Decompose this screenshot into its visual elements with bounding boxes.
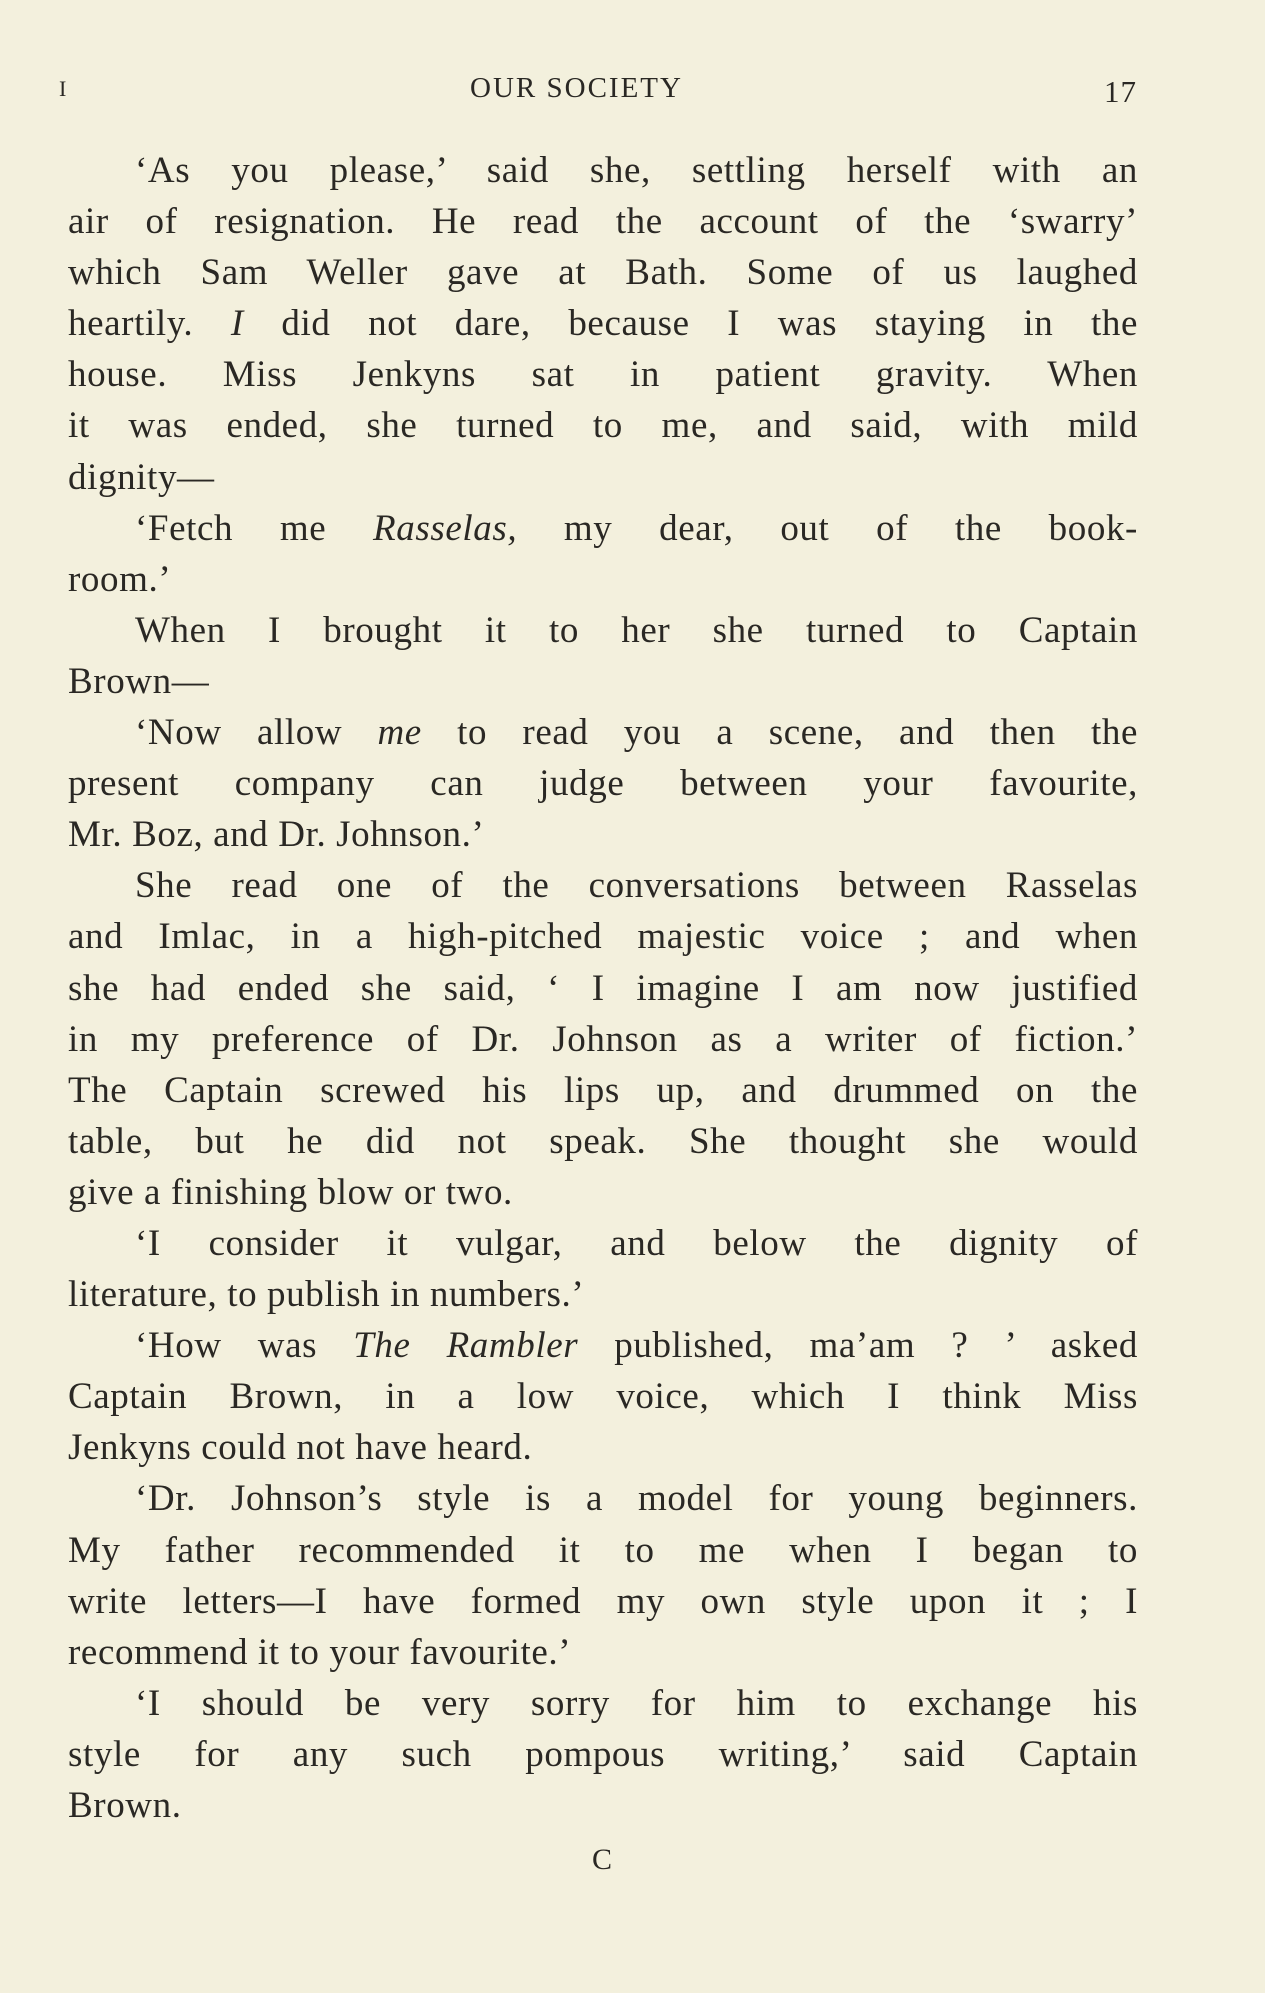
italic-text: I — [230, 303, 244, 345]
signature-mark — [0, 1843, 1265, 1877]
text-line: it was ended, she turned to me, and said, with mild — [68, 405, 1138, 447]
text-line: recommend it to your favourite.’ — [68, 1631, 572, 1673]
text-run: ‘How was — [135, 1325, 354, 1367]
text-line: give a finishing blow or two. — [68, 1171, 513, 1213]
text-line: ‘I consider it vulgar, and below the dignity of — [135, 1222, 1138, 1264]
text-line — [68, 707, 1138, 758]
text-line: which Sam Weller gave at Bath. Some of us laughed — [68, 252, 1138, 294]
text-line: Mr. Boz, and Dr. Johnson.’ — [68, 814, 485, 856]
text-line: room.’ — [68, 558, 172, 600]
text-run: heartily. — [68, 303, 231, 345]
text-line: The Captain screwed his lips up, and drummed on the — [68, 1069, 1138, 1111]
text-run: ‘Now allow — [135, 712, 378, 754]
signature-mark-text: C — [591, 1843, 613, 1876]
text-run: ‘Fetch me — [135, 507, 374, 549]
text-line: and Imlac, in a high-pitched majestic voice ; and when — [68, 916, 1138, 958]
italic-text: The Rambler — [353, 1325, 579, 1367]
text-line: air of resignation. He read the account of the ‘swarry’ — [68, 201, 1138, 243]
text-line: Jenkyns could not have heard. — [68, 1427, 533, 1469]
chapter-number: I — [59, 76, 68, 101]
page-number: 17 — [1104, 74, 1137, 109]
text-run: to read you a scene, and then the — [421, 712, 1138, 754]
text-line: Captain Brown, in a low voice, which I think Miss — [68, 1376, 1138, 1418]
text-line: literature, to publish in numbers.’ — [68, 1274, 585, 1316]
italic-text: me — [377, 712, 422, 754]
text-line — [68, 298, 1138, 349]
text-run: did not dare, because I was staying in the — [243, 303, 1138, 345]
text-line: table, but he did not speak. She thought she would — [68, 1120, 1138, 1162]
text-line: present company can judge between your favourite, — [68, 763, 1138, 805]
text-line: ‘I should be very sorry for him to exchange his — [135, 1682, 1138, 1724]
running-title-text: OUR SOCIETY — [470, 72, 683, 104]
text-line: dignity— — [68, 456, 215, 498]
text-line: Brown. — [68, 1785, 182, 1826]
text-run: published, ma’am ? ’ asked — [578, 1325, 1138, 1367]
italic-text: Rasselas, — [373, 507, 518, 549]
text-line: style for any such pompous writing,’ said Captain — [68, 1733, 1138, 1775]
text-line: house. Miss Jenkyns sat in patient gravity. When — [68, 354, 1138, 396]
text-line — [68, 503, 1138, 554]
running-title — [0, 72, 1265, 105]
text-line: Brown— — [68, 660, 210, 702]
text-line: When I brought it to her she turned to Captain — [135, 609, 1138, 651]
text-line: She read one of the conversations between Rasselas — [135, 865, 1138, 907]
text-line — [68, 1320, 1138, 1371]
running-header — [0, 72, 1265, 112]
text-line: My father recommended it to me when I began to — [68, 1529, 1138, 1571]
text-line: ‘As you please,’ said she, settling herself with an — [135, 150, 1138, 191]
text-run: my dear, out of the book- — [517, 507, 1138, 549]
text-line: she had ended she said, ‘ I imagine I am now justified — [68, 967, 1138, 1009]
text-line: in my preference of Dr. Johnson as a writer of fiction.’ — [68, 1018, 1138, 1060]
text-line: write letters—I have formed my own style upon it ; I — [68, 1580, 1138, 1622]
body-text — [68, 145, 1138, 1831]
text-line: ‘Dr. Johnson’s style is a model for young beginners. — [135, 1478, 1138, 1520]
